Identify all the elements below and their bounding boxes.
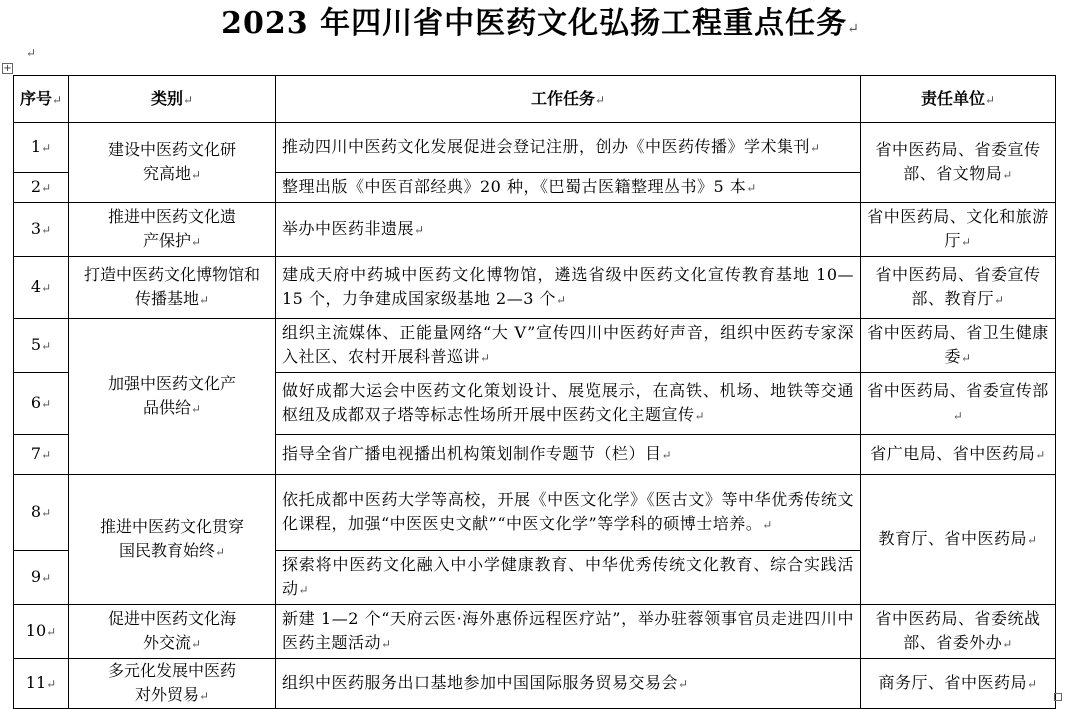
paragraph-mark-icon: ↵ <box>198 293 210 307</box>
task-cell: 新建 1—2 个“天府云医·海外惠侨远程医疗站”，举办驻蓉领事官员走进四川中医药主题活动↵ <box>276 605 861 659</box>
paragraph-mark-icon: ↵ <box>298 583 310 597</box>
paragraph-mark-icon: ↵ <box>41 181 52 195</box>
row-number: 2↵ <box>14 173 69 203</box>
title-text: 2023 年四川省中医药文化弘扬工程重点任务 <box>221 6 848 41</box>
paragraph-mark-icon: ↵ <box>381 637 392 651</box>
task-cell: 推动四川中医药文化发展促进会登记注册，创办《中医药传播》学术集刊↵ <box>276 123 861 173</box>
unit-cell: 省中医药局、省委宣传部、教育厅↵ <box>861 257 1056 319</box>
table-resize-handle-icon[interactable] <box>1054 693 1062 701</box>
paragraph-mark-icon: ↵ <box>41 506 52 520</box>
unit-cell: 商务厅、省中医药局↵ <box>861 659 1056 709</box>
row-number: 5↵ <box>14 319 69 373</box>
header-task: 工作任务↵ <box>276 76 861 123</box>
category-cell: 打造中医药文化博物馆和传播基地↵ <box>69 257 276 319</box>
unit-cell: 省中医药局、省委宣传部↵ <box>861 373 1056 435</box>
task-cell: 举办中医药非遗展↵ <box>276 203 861 257</box>
task-table <box>13 75 1056 709</box>
header-unit: 责任单位↵ <box>861 76 1056 123</box>
task-cell: 依托成都中医药大学等高校，开展《中医文化学》《医古文》等中华优秀传统文化课程，加强“中医医史文献”“中医文化学”等学科的硕博士培养。↵ <box>276 475 861 551</box>
paragraph-mark-icon: ↵ <box>1035 448 1046 462</box>
paragraph-mark-icon: ↵ <box>46 625 57 639</box>
paragraph-mark-icon: ↵ <box>190 402 202 416</box>
category-cell: 建设中医药文化研究高地↵ <box>69 123 276 203</box>
paragraph-mark-icon: ↵ <box>198 689 210 703</box>
paragraph-mark-icon: ↵ <box>555 293 567 307</box>
document-title <box>0 6 1081 47</box>
unit-cell: 省中医药局、省卫生健康委↵ <box>861 319 1056 373</box>
paragraph-mark-icon: ↵ <box>810 141 821 155</box>
paragraph-mark-icon: ↵ <box>190 168 202 182</box>
paragraph-mark-icon: ↵ <box>46 677 57 691</box>
row-number: 11↵ <box>14 659 69 709</box>
unit-cell: 省中医药局、文化和旅游厅↵ <box>861 203 1056 257</box>
row-number: 10↵ <box>14 605 69 659</box>
header-num: 序号↵ <box>14 76 69 123</box>
paragraph-mark-icon: ↵ <box>190 235 202 249</box>
table-header-row <box>14 76 1056 123</box>
paragraph-mark-icon: ↵ <box>1026 533 1038 547</box>
task-cell: 组织中医药服务出口基地参加中国国际服务贸易交易会↵ <box>276 659 861 709</box>
table-move-handle-icon[interactable]: + <box>3 63 12 74</box>
row-number: 7↵ <box>14 435 69 475</box>
paragraph-mark-icon: ↵ <box>41 448 52 462</box>
row-number: 1↵ <box>14 123 69 173</box>
row-number: 3↵ <box>14 203 69 257</box>
paragraph-mark-icon: ↵ <box>746 181 757 195</box>
unit-cell: 省中医药局、省委宣传部、省文物局↵ <box>861 123 1056 203</box>
paragraph-mark-icon: ↵ <box>984 92 996 107</box>
paragraph-mark-icon: ↵ <box>41 223 52 237</box>
paragraph-mark-icon: ↵ <box>661 448 673 462</box>
paragraph-mark-icon: ↵ <box>960 351 972 365</box>
paragraph-mark-icon: ↵ <box>41 281 52 295</box>
paragraph-mark-icon: ↵ <box>847 21 860 37</box>
row-number: 9↵ <box>14 551 69 605</box>
task-cell: 整理出版《中医百部经典》20 种，《巴蜀古医籍整理丛书》5 本↵ <box>276 173 861 203</box>
category-cell: 加强中医药文化产品供给↵ <box>69 319 276 475</box>
header-category: 类别↵ <box>69 76 276 123</box>
paragraph-mark-icon: ↵ <box>41 571 52 585</box>
paragraph-mark-icon: ↵ <box>993 293 1005 307</box>
paragraph-mark-icon: ↵ <box>214 545 226 559</box>
task-cell: 探索将中医药文化融入中小学健康教育、中华优秀传统文化教育、综合实践活动↵ <box>276 551 861 605</box>
table-row <box>14 605 1056 659</box>
task-cell: 组织主流媒体、正能量网络“大 V”宣传四川中医药好声音，组织中医药专家深入社区、农村开展科普巡讲↵ <box>276 319 861 373</box>
paragraph-mark-icon: ↵ <box>414 223 425 237</box>
paragraph-mark-icon: ↵ <box>41 141 52 155</box>
table-row <box>14 123 1056 173</box>
paragraph-mark-icon: ↵ <box>41 339 52 353</box>
paragraph-mark-icon: ↵ <box>182 92 194 107</box>
paragraph-mark-icon: ↵ <box>678 677 689 691</box>
paragraph-mark-icon: ↵ <box>1026 677 1038 691</box>
unit-cell: 教育厅、省中医药局↵ <box>861 475 1056 605</box>
paragraph-mark-icon: ↵ <box>51 92 63 107</box>
category-cell: 推进中医药文化贯穿国民教育始终↵ <box>69 475 276 605</box>
paragraph-mark-icon: ↵ <box>480 351 491 365</box>
unit-cell: 省广电局、省中医药局↵ <box>861 435 1056 475</box>
paragraph-mark-icon: ↵ <box>1002 637 1013 651</box>
table-row <box>14 659 1056 709</box>
paragraph-mark-icon: ↵ <box>41 397 52 411</box>
paragraph-mark-icon: ↵ <box>190 637 202 651</box>
paragraph-mark-icon: ↵ <box>26 46 37 60</box>
table-row <box>14 319 1056 373</box>
table-row <box>14 475 1056 551</box>
row-number: 8↵ <box>14 475 69 551</box>
paragraph-mark-icon: ↵ <box>694 409 706 423</box>
paragraph-mark-icon: ↵ <box>594 92 606 107</box>
paragraph-mark-icon: ↵ <box>762 518 773 532</box>
row-number: 4↵ <box>14 257 69 319</box>
unit-cell: 省中医药局、省委统战部、省委外办↵ <box>861 605 1056 659</box>
table-row <box>14 257 1056 319</box>
paragraph-mark-icon: ↵ <box>952 409 964 423</box>
paragraph-mark-icon: ↵ <box>1002 168 1013 182</box>
category-cell: 促进中医药文化海外交流↵ <box>69 605 276 659</box>
table-row <box>14 203 1056 257</box>
category-cell: 多元化发展中医药对外贸易↵ <box>69 659 276 709</box>
task-cell: 指导全省广播电视播出机构策划制作专题节（栏）目↵ <box>276 435 861 475</box>
task-cell: 做好成都大运会中医药文化策划设计、展览展示，在高铁、机场、地铁等交通枢纽及成都双子塔等标志性场所开展中医药文化主题宣传↵ <box>276 373 861 435</box>
paragraph-mark-icon: ↵ <box>960 235 972 249</box>
category-cell: 推进中医药文化遗产保护↵ <box>69 203 276 257</box>
row-number: 6↵ <box>14 373 69 435</box>
task-cell: 建成天府中药城中医药文化博物馆，遴选省级中医药文化宣传教育基地 10—15 个，力争建成国家级基地 2—3 个↵ <box>276 257 861 319</box>
